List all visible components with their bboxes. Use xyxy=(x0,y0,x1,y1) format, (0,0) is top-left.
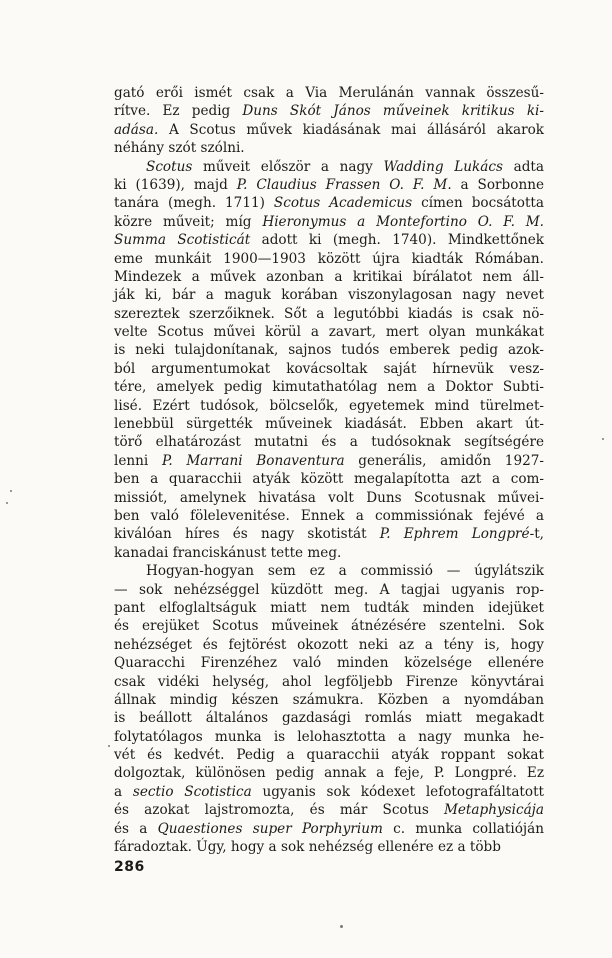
text-run: eme munkáit 1900—1903 között újra kiadták Rómában. xyxy=(114,250,544,267)
text-line xyxy=(114,341,544,359)
body-text xyxy=(114,84,544,856)
text-run: dolgoztak, különösen pedig annak a feje, P. Longpré. Ez xyxy=(114,765,544,782)
text-line xyxy=(114,286,544,304)
text-run: tére, amelyek pedig kimutathatólag nem a Doktor Subti- xyxy=(114,379,544,396)
text-run: adta xyxy=(502,158,544,175)
italic-run: P. Claudius Frassen O. F. M. xyxy=(236,176,452,193)
text-run: folytatólagos munka is lelohasztotta a nagy munka he- xyxy=(114,728,544,745)
text-run: kiválóan híres és nagy skotistát xyxy=(114,526,380,543)
italic-run: Summa Scotisticát xyxy=(114,232,251,249)
text-run: törő elhatározást mutatni és a tudósoknak segítségére xyxy=(114,434,544,451)
text-run: csak vidéki helység, ahol legföljebb Firenze könyvtárai xyxy=(114,673,544,690)
text-run: címen bocsátotta xyxy=(412,195,544,212)
text-run: szereztek szerzőiknek. Sőt a legutóbbi kiadás is csak nö- xyxy=(114,305,544,322)
text-line xyxy=(114,415,544,433)
text-run: lenni xyxy=(114,452,162,469)
text-run: velte Scotus művei körül a zavart, mert olyan munkákat xyxy=(114,324,544,341)
text-line xyxy=(114,617,544,635)
text-run: pant elfoglaltságuk miatt nem tudták minden idejüket xyxy=(114,599,544,616)
italic-run: Metaphysicája xyxy=(443,802,544,819)
text-line xyxy=(114,433,544,451)
text-line xyxy=(114,544,544,562)
text-line xyxy=(114,305,544,323)
text-run: ugyanis sok kódexet lefotografáltatott xyxy=(251,783,544,800)
text-line xyxy=(114,176,544,194)
text-line xyxy=(114,378,544,396)
italic-run: Hieronymus a Montefortino O. F. M. xyxy=(262,213,544,230)
italic-run: Scotus xyxy=(146,158,193,175)
paragraph xyxy=(114,84,544,158)
text-run: nehézséget és fejtörést okozott neki az a tény is, hogy xyxy=(114,636,544,653)
paragraph xyxy=(114,158,544,563)
italic-run: Wadding Lukács xyxy=(383,158,503,175)
text-line xyxy=(114,397,544,415)
text-line xyxy=(114,121,544,139)
text-line xyxy=(114,489,544,507)
text-run: gató erői ismét csak a Via Merulánán vannak összesű- xyxy=(114,85,544,101)
text-line xyxy=(114,599,544,617)
text-line xyxy=(114,691,544,709)
text-line xyxy=(114,801,544,819)
text-line xyxy=(114,581,544,599)
text-run: lisé. Ezért tudósok, bölcselők, egyetemek mind türelmet- xyxy=(114,397,544,414)
text-line xyxy=(114,654,544,672)
text-line xyxy=(114,525,544,543)
text-run: Quaracchi Firenzéhez való minden közelsége ellenére xyxy=(114,655,544,672)
text-line xyxy=(114,783,544,801)
text-line xyxy=(114,268,544,286)
text-line xyxy=(114,820,544,838)
text-run: A Scotus művek kiadásának mai állásáról akarok xyxy=(158,121,544,138)
text-run: közre műveit; míg xyxy=(114,213,263,230)
text-run: Hogyan-hogyan sem ez a commissió — úgylátszik xyxy=(146,563,544,580)
italic-run: Scotus Academicus xyxy=(273,195,413,212)
text-line xyxy=(114,360,544,378)
text-run: a xyxy=(114,783,133,800)
text-line xyxy=(114,838,544,856)
italic-run: P. Marrani Bonaventura xyxy=(161,452,345,469)
text-run: ben való fölelevenitése. Ennek a commissiónak fejévé a xyxy=(114,507,544,524)
text-line xyxy=(114,452,544,470)
text-run: műveit először a nagy xyxy=(192,158,384,175)
text-run: — sok nehézséggel küzdött meg. A tagjai ugyanis rop- xyxy=(114,581,544,598)
text-run: rítve. Ez pedig xyxy=(114,103,243,120)
page-number: 286 xyxy=(114,859,145,875)
italic-run: Quaestiones super Porphyrium xyxy=(157,820,383,837)
text-line xyxy=(114,139,544,157)
text-run: és erejüket Scotus műveinek átnézésére szentelni. Sok xyxy=(114,618,544,635)
paragraph xyxy=(114,562,544,856)
text-run: adott ki (megh. 1740). Mindkettőnek xyxy=(250,232,544,249)
text-line xyxy=(114,231,544,249)
text-line xyxy=(114,102,544,120)
text-line xyxy=(114,213,544,231)
print-speck xyxy=(602,438,604,440)
text-run: ki (1639), majd xyxy=(114,176,237,193)
text-run: ben a quaracchii atyák között megalapította azt a com- xyxy=(114,471,544,488)
text-run: állnak mindig készen számukra. Közben a nyomdában xyxy=(114,691,544,708)
text-line xyxy=(114,194,544,212)
text-run: és a xyxy=(114,820,158,837)
text-run: néhány szót szólni. xyxy=(114,140,245,157)
text-run: ják ki, bár a maguk korában viszonylagosan nagy nevet xyxy=(114,287,544,304)
text-run: fáradoztak. Úgy, hogy a sok nehézség ellenére ez a több xyxy=(114,839,501,856)
text-run: vét és kedvét. Pedig a quaracchii atyák roppant sokat xyxy=(114,747,544,764)
text-line xyxy=(114,323,544,341)
text-line xyxy=(114,250,544,268)
text-run: a Sorbonne xyxy=(451,176,544,193)
text-run: lenebbül sürgették műveinek kiadását. Ebben akart út- xyxy=(114,416,544,433)
text-line xyxy=(114,562,544,580)
text-line xyxy=(114,470,544,488)
text-line xyxy=(114,636,544,654)
text-line xyxy=(114,158,544,176)
text-run: és azokat lajstromozta, és már Scotus xyxy=(114,802,444,819)
italic-run: adása. xyxy=(114,121,159,138)
print-speck xyxy=(108,745,110,747)
print-speck xyxy=(10,490,12,492)
text-run: is neki tulajdonítanak, sajnos tudós emberek pedig azok- xyxy=(114,342,544,359)
text-line xyxy=(114,728,544,746)
text-run: tanára (megh. 1711) xyxy=(114,195,274,212)
italic-run: P. Ephrem Longpré xyxy=(379,526,530,543)
print-speck xyxy=(6,502,8,504)
text-line xyxy=(114,764,544,782)
text-run: c. munka collatióján xyxy=(382,820,544,837)
text-run: generális, amidőn 1927- xyxy=(344,452,544,469)
text-run: ból argumentumokat kovácsoltak saját hírnevük vesz- xyxy=(114,360,544,377)
italic-run: Duns Skót János műveinek kritikus ki- xyxy=(242,103,544,120)
text-run: kanadai franciskánust tette meg. xyxy=(114,544,342,561)
text-run: missiót, amelynek hivatása volt Duns Scotusnak művei- xyxy=(114,489,544,506)
text-run: is beállott általános gazdasági romlás miatt megakadt xyxy=(114,710,544,727)
text-line xyxy=(114,746,544,764)
text-line xyxy=(114,84,544,102)
text-line xyxy=(114,507,544,525)
text-run: Mindezek a művek azonban a kritikai bírálatot nem áll- xyxy=(114,268,544,285)
italic-run: sectio Scotistica xyxy=(132,783,252,800)
text-line xyxy=(114,709,544,727)
print-speck xyxy=(340,925,343,928)
text-line xyxy=(114,673,544,691)
text-run: -t, xyxy=(529,526,544,543)
